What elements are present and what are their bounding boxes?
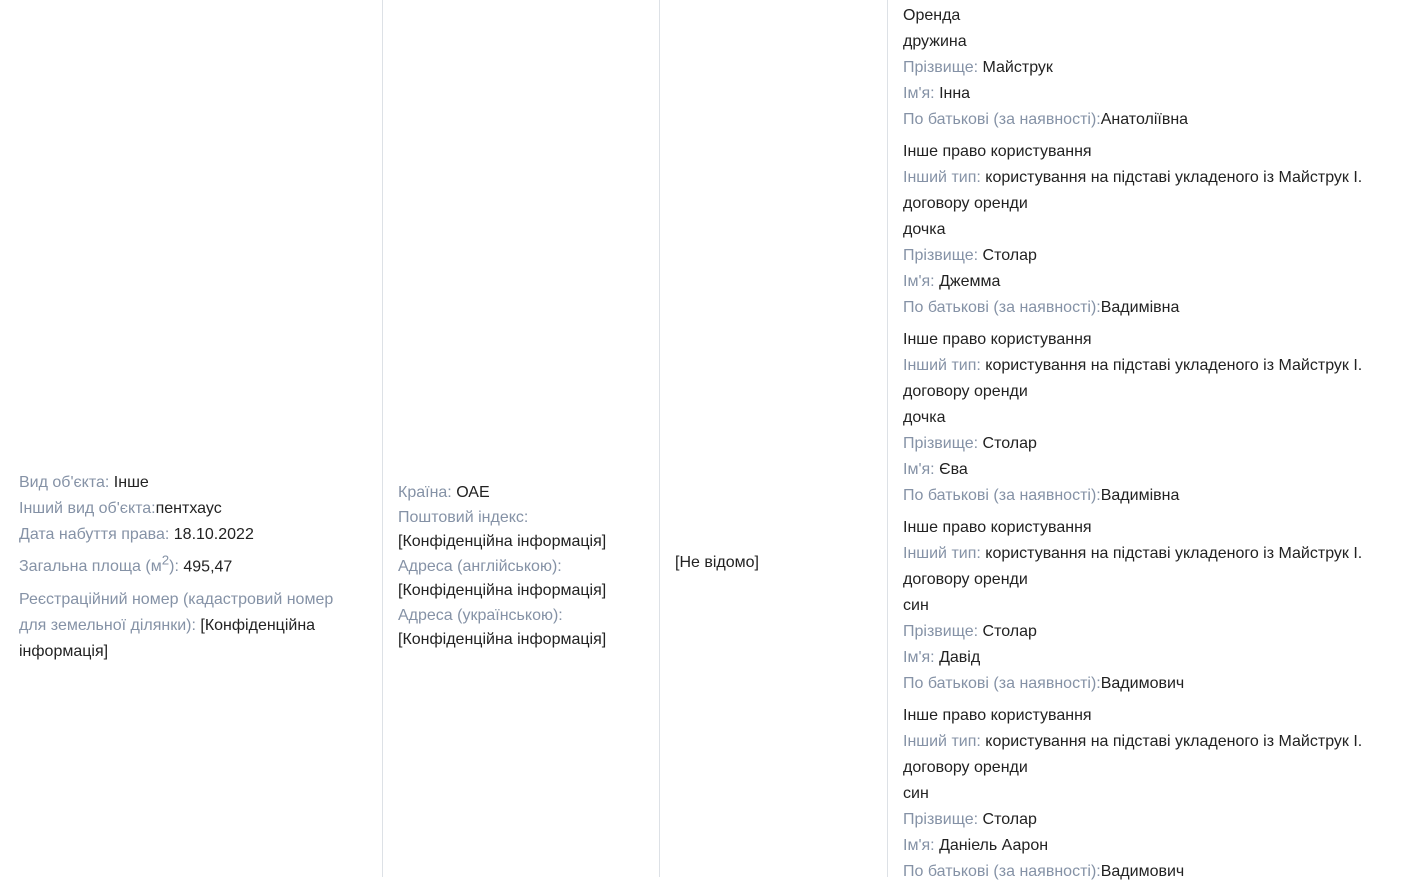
other-type-value: користування на підставі укладеного із Майструк І. [985, 169, 1363, 186]
other-type-value-cont: договору оренди [903, 383, 1028, 400]
right-record [903, 703, 1393, 885]
address-cell [383, 0, 660, 877]
acquisition-date-line [19, 522, 359, 548]
name-line [903, 833, 1393, 859]
patronymic-line [903, 107, 1393, 133]
other-type-value: користування на підставі укладеного із Майструк І. [985, 733, 1363, 750]
right-record [903, 3, 1393, 133]
surname-line [903, 55, 1393, 81]
surname-label: Прізвище: [903, 811, 979, 828]
right-type: Інше право користування [903, 707, 1092, 724]
address-ua-line [398, 604, 648, 653]
address-en-line [398, 555, 648, 604]
name-line [903, 645, 1393, 671]
country-line [398, 481, 648, 506]
area-label-pre: Загальна площа (м [19, 558, 162, 576]
surname-label: Прізвище: [903, 247, 979, 264]
patronymic-line [903, 483, 1393, 509]
surname-label: Прізвище: [903, 435, 979, 452]
right-record [903, 515, 1393, 697]
name-label: Ім'я: [903, 85, 935, 102]
right-record [903, 327, 1393, 509]
other-type-line [903, 729, 1393, 755]
rights-cell [888, 0, 1410, 880]
patronymic-value: Вадимівна [1100, 487, 1180, 504]
name-label: Ім'я: [903, 649, 935, 666]
surname-line [903, 807, 1393, 833]
country-value: ОАЕ [456, 484, 490, 501]
area-value: 495,47 [183, 558, 233, 576]
patronymic-value: Вадимович [1100, 675, 1185, 692]
right-type: Інше право користування [903, 143, 1092, 160]
other-type-value-cont: договору оренди [903, 195, 1028, 212]
other-object-type-line [19, 496, 359, 522]
patronymic-line [903, 671, 1393, 697]
patronymic-value: Вадимович [1100, 863, 1185, 880]
name-label: Ім'я: [903, 273, 935, 290]
object-type-label: Вид об'єкта: [19, 474, 110, 491]
address-ua-value: [Конфіденційна інформація] [398, 631, 607, 648]
relation: дочка [903, 409, 946, 426]
patronymic-line [903, 859, 1393, 885]
surname-label: Прізвище: [903, 59, 979, 76]
right-type: Інше право користування [903, 331, 1092, 348]
acquisition-date-value: 18.10.2022 [173, 526, 254, 543]
patronymic-label: По батькові (за наявності): [903, 487, 1101, 504]
name-line [903, 269, 1393, 295]
patronymic-label: По батькові (за наявності): [903, 675, 1101, 692]
cost-value: [Не відомо] [675, 554, 759, 571]
other-type-value: користування на підставі укладеного із Майструк І. [985, 545, 1363, 562]
other-type-line [903, 353, 1393, 379]
patronymic-value: Вадимівна [1100, 299, 1180, 316]
address-en-label: Адреса (англійською): [398, 557, 562, 575]
postcode-line [398, 506, 648, 555]
other-type-line [903, 541, 1393, 567]
other-type-line [903, 165, 1393, 191]
country-label: Країна: [398, 484, 452, 501]
right-type: Інше право користування [903, 519, 1092, 536]
registration-number-value: [Конфіденційна інформація] [19, 617, 316, 661]
relation: дружина [903, 33, 967, 50]
address-info [398, 481, 648, 653]
surname-line [903, 243, 1393, 269]
other-object-type-value: пентхаус [155, 500, 222, 517]
object-type-line [19, 470, 359, 496]
name-line [903, 81, 1393, 107]
cost-cell [660, 0, 888, 877]
patronymic-label: По батькові (за наявності): [903, 111, 1101, 128]
postcode-value: [Конфіденційна інформація] [398, 533, 607, 550]
patronymic-label: По батькові (за наявності): [903, 863, 1101, 880]
surname-value: Майструк [982, 59, 1053, 76]
patronymic-label: По батькові (за наявності): [903, 299, 1101, 316]
name-value: Інна [939, 85, 971, 102]
name-line [903, 457, 1393, 483]
other-type-label: Інший тип: [903, 357, 981, 374]
surname-label: Прізвище: [903, 623, 979, 640]
other-object-type-label: Інший вид об'єкта: [19, 500, 156, 517]
registration-number-line [19, 587, 359, 665]
other-type-value: користування на підставі укладеного із Майструк І. [985, 357, 1363, 374]
surname-value: Столар [982, 435, 1037, 452]
postcode-label: Поштовий індекс: [398, 508, 529, 526]
relation: дочка [903, 221, 946, 238]
object-type-value: Інше [113, 474, 149, 491]
name-value: Джемма [939, 273, 1001, 290]
other-type-value-cont: договору оренди [903, 571, 1028, 588]
right-record [903, 139, 1393, 321]
area-label-sup: 2 [161, 553, 170, 568]
rights-list [903, 3, 1393, 891]
surname-value: Столар [982, 247, 1037, 264]
other-type-label: Інший тип: [903, 733, 981, 750]
surname-line [903, 431, 1393, 457]
name-value: Даніель Аарон [939, 837, 1049, 854]
relation: син [903, 785, 929, 802]
address-ua-label: Адреса (українською): [398, 606, 563, 624]
right-type: Оренда [903, 7, 961, 24]
other-type-label: Інший тип: [903, 545, 981, 562]
name-value: Давід [939, 649, 981, 666]
registration-number-label: Реєстраційний номер (кадастровий номер для земельної ділянки): [19, 591, 334, 635]
surname-value: Столар [982, 811, 1037, 828]
acquisition-date-label: Дата набуття права: [19, 526, 170, 543]
name-value: Єва [939, 461, 968, 478]
object-info-cell [0, 0, 383, 877]
object-info [19, 470, 359, 665]
other-type-value-cont: договору оренди [903, 759, 1028, 776]
address-en-value: [Конфіденційна інформація] [398, 582, 607, 599]
other-type-label: Інший тип: [903, 169, 981, 186]
area-label-post: ): [169, 558, 179, 576]
patronymic-value: Анатоліївна [1100, 111, 1189, 128]
relation: син [903, 597, 929, 614]
surname-value: Столар [982, 623, 1037, 640]
area-line [19, 548, 359, 580]
area-label [19, 553, 179, 576]
name-label: Ім'я: [903, 837, 935, 854]
surname-line [903, 619, 1393, 645]
patronymic-line [903, 295, 1393, 321]
name-label: Ім'я: [903, 461, 935, 478]
